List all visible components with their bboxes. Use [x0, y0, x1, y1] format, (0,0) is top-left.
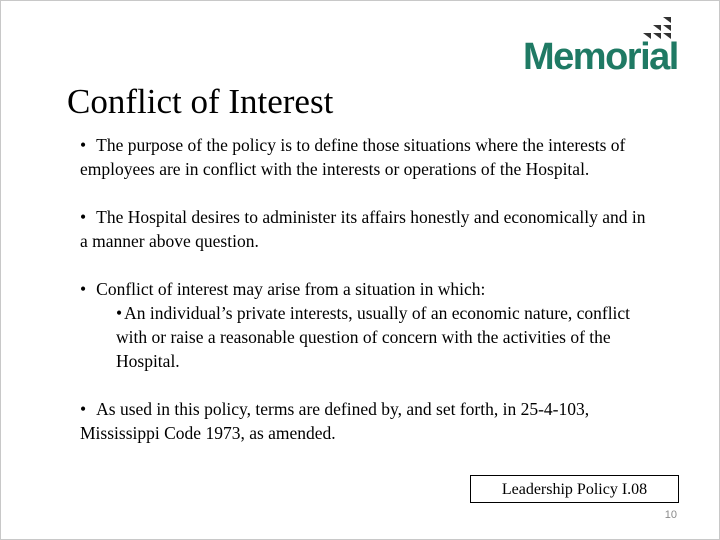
bullet-purpose: [80, 133, 655, 181]
bullet-dot-icon: •: [80, 279, 87, 299]
slide-title: Conflict of Interest: [67, 82, 334, 121]
bullet-text: Conflict of interest may arise from a situation in which:: [96, 279, 486, 299]
bullet-dot-icon: •: [80, 207, 87, 227]
bullet-text: The Hospital desires to administer its affairs honestly and economically and in a manner above question.: [80, 207, 646, 251]
logo-wordmark: Memorial: [523, 36, 678, 78]
policy-reference-box: Leadership Policy I.08: [470, 475, 679, 503]
sub-bullet-dot-icon: •: [116, 303, 123, 323]
bullet-text: As used in this policy, terms are defined by, and set forth, in 25-4-103, Mississippi Code 1973, as amended.: [80, 399, 590, 443]
slide-body: [80, 133, 655, 445]
sub-bullet-private-interests: [80, 301, 655, 373]
memorial-logo: [521, 15, 693, 79]
sub-bullet-text: An individual’s private interests, usually of an economic nature, conflict with or raise a reasonable question of concern with the activities of the Hospital.: [116, 303, 631, 371]
bullet-dot-icon: •: [80, 135, 87, 155]
bullet-affairs: [80, 205, 655, 253]
bullet-dot-icon: •: [80, 399, 87, 419]
page-number: 10: [664, 509, 677, 521]
bullet-definitions: [80, 397, 655, 445]
bullet-text: The purpose of the policy is to define those situations where the interests of employees are in conflict with the interests or operations of the Hospital.: [80, 135, 626, 179]
bullet-conflict-arise: [80, 277, 655, 301]
